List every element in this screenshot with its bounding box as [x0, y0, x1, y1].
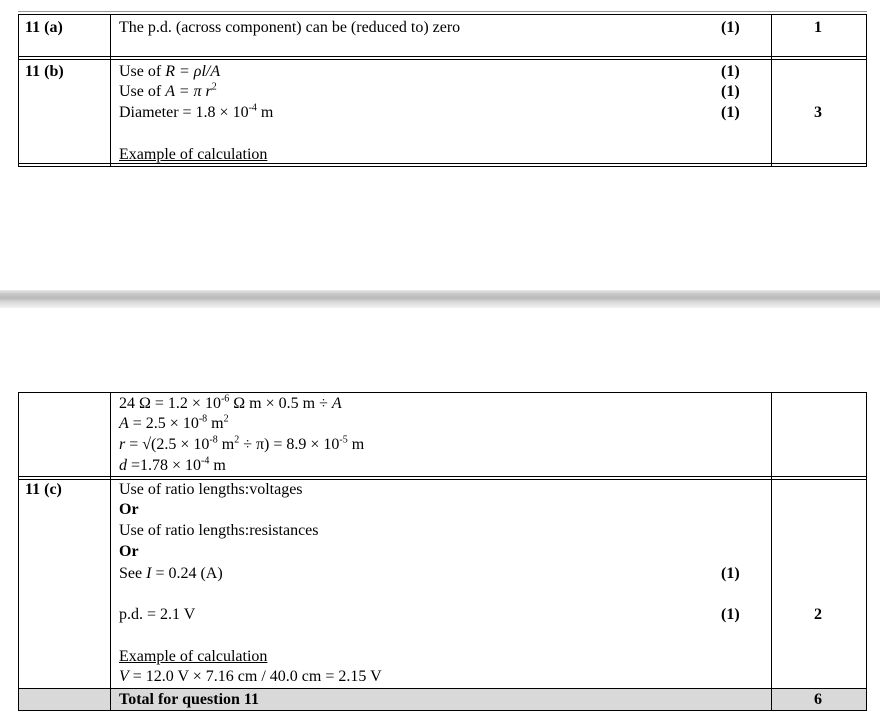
table-border — [18, 710, 867, 711]
question-number: 11 (c) — [25, 481, 62, 498]
answer-line: p.d. = 2.1 V — [119, 606, 196, 623]
question-number: 11 (b) — [25, 63, 64, 80]
table-border — [110, 392, 111, 711]
answer-line: Use of A = π $r^2$ — [119, 81, 217, 100]
table-border — [866, 392, 867, 711]
table-border — [110, 14, 111, 166]
calc-line: $d =1.78 \times 10^{-4}$ m — [119, 455, 226, 474]
table-border — [771, 14, 772, 166]
calc-line: V = 12.0 V × 7.16 cm / 40.0 cm = 2.15 V — [119, 668, 382, 685]
calc-line: $A = 2.5 \times 10^{-8}$ $m^2$ — [119, 413, 229, 432]
table-border — [18, 392, 867, 393]
table-border — [18, 59, 867, 60]
table-border — [18, 11, 867, 12]
table-border — [18, 688, 867, 689]
table-border — [771, 392, 772, 711]
answer-line: Use of ratio lengths:voltages — [119, 481, 303, 498]
mark: (1) — [721, 104, 740, 121]
question-number: 11 (a) — [25, 19, 63, 36]
total-value: 6 — [814, 691, 822, 708]
table-border — [18, 56, 867, 57]
answer-line: Use of ratio lengths:resistances — [119, 522, 319, 539]
total-mark: 2 — [814, 606, 822, 623]
table-border — [866, 14, 867, 166]
mark: (1) — [721, 19, 740, 36]
or-separator: Or — [119, 501, 139, 518]
mark: (1) — [721, 63, 740, 80]
calc-line: $r = √(2.5 \times 10^{-8}$ $m^2 \div \pi) = 8.9 \times 10^{-5}$ m — [119, 434, 365, 453]
mark: (1) — [721, 606, 740, 623]
table-border — [18, 476, 867, 477]
total-mark: 3 — [814, 104, 822, 121]
answer-line: Use of R = ρl/A — [119, 63, 221, 80]
example-heading: Example of calculation — [119, 146, 268, 163]
table-border — [18, 166, 867, 167]
or-separator: Or — [119, 543, 139, 560]
mark: (1) — [721, 565, 740, 582]
answer-text: The p.d. (across component) can be (reduced to) zero — [119, 19, 461, 36]
example-heading: Example of calculation — [119, 648, 268, 665]
answer-line: See I = 0.24 (A) — [119, 565, 223, 582]
table-border — [18, 14, 19, 166]
table-border — [18, 14, 867, 15]
table-border — [18, 392, 19, 711]
total-label: Total for question 11 — [119, 691, 260, 708]
mark: (1) — [721, 83, 740, 100]
calc-line: 24 $\Omega = 1.2 \times 10^{-6}$ Ω m × 0.5 m ÷ A — [119, 393, 342, 412]
answer-line: Diameter = $1.8 \times 10^{-4}$ m — [119, 102, 274, 121]
total-mark: 1 — [814, 19, 822, 36]
page-separator — [0, 290, 880, 308]
